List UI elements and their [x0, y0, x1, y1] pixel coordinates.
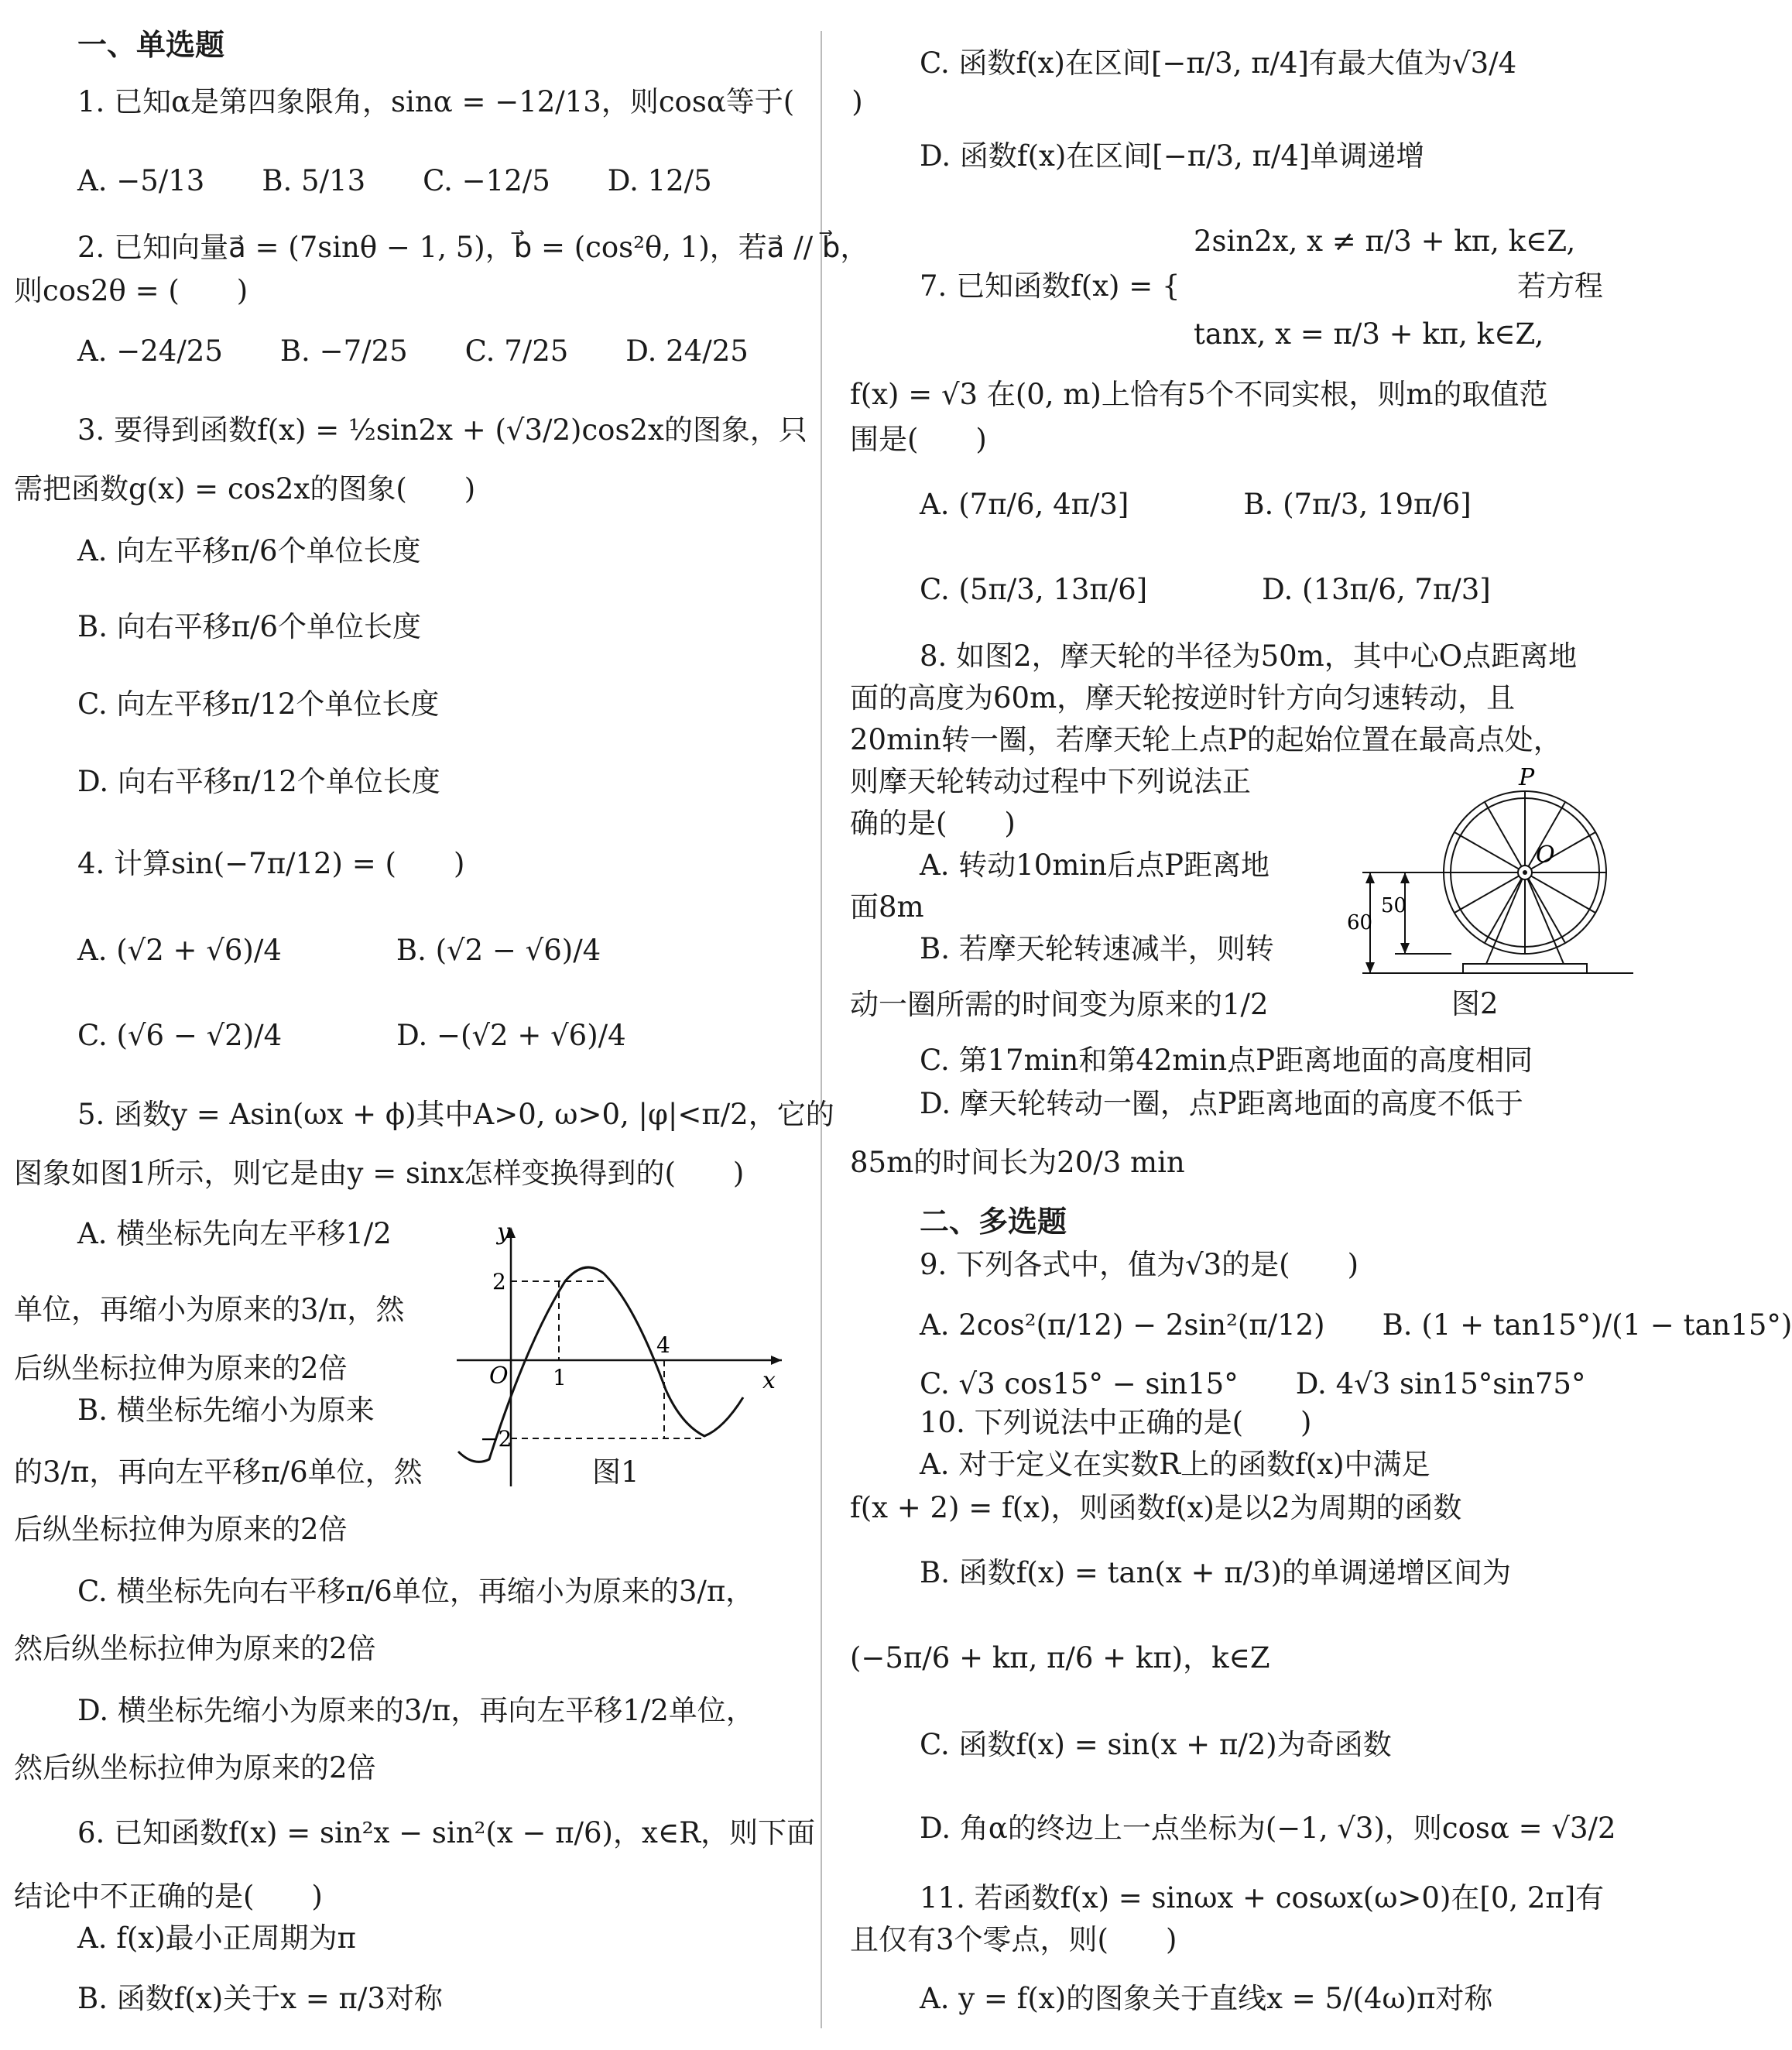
question-10-option-d: D. 角α的终边上一点坐标为(−1, √3)，则cosα = √3/2 — [920, 1812, 1616, 1845]
question-3: 3. 要得到函数f(x) = ½sin2x + (√3/2)cos2x的图象，只 — [77, 413, 807, 447]
question-11-option-a: A. y = f(x)的图象关于直线x = 5/(4ω)π对称 — [920, 1982, 1493, 2015]
question-5-option-d-cont: 然后纵坐标拉伸为原来的2倍 — [14, 1751, 376, 1784]
question-4: 4. 计算sin(−7π/12) = ( ) — [77, 847, 465, 880]
y-tick-max: 2 — [492, 1269, 506, 1294]
question-5-option-c-cont: 然后纵坐标拉伸为原来的2倍 — [14, 1632, 376, 1665]
question-7-tail: 若方程 — [1517, 269, 1603, 303]
question-8-option-a-cont: 面8m — [850, 890, 924, 924]
dimension-arrow — [1400, 943, 1410, 954]
question-7-cont2: 围是( ) — [850, 423, 987, 456]
question-5-option-c: C. 横坐标先向右平移π/6单位，再缩小为原来的3/π， — [77, 1575, 755, 1608]
support-leg — [1525, 872, 1564, 964]
question-8-option-a: A. 转动10min后点P距离地 — [920, 848, 1269, 882]
wheel-base — [1463, 964, 1587, 973]
x-tick-1: 1 — [553, 1365, 567, 1390]
question-3-option-d: D. 向右平移π/12个单位长度 — [77, 765, 440, 798]
question-4-options-cd: C. (√6 − √2)/4 D. −(√2 + √6)/4 — [77, 1019, 626, 1052]
question-4-options-ab: A. (√2 + √6)/4 B. (√2 − √6)/4 — [77, 934, 601, 967]
question-5-option-b: B. 横坐标先缩小为原来 — [77, 1394, 375, 1427]
y-tick-min: −2 — [480, 1426, 512, 1452]
question-8-cont1: 面的高度为60m，摩天轮按逆时针方向匀速转动，且 — [850, 681, 1516, 715]
section-heading-multi-choice: 二、多选题 — [920, 1205, 1067, 1239]
question-3-option-a: A. 向左平移π/6个单位长度 — [77, 534, 421, 567]
question-7-options-ab: A. (7π/6, 4π/3] B. (7π/3, 19π/6] — [920, 488, 1472, 521]
question-6-option-d: D. 函数f(x)在区间[−π/3, π/4]单调递增 — [920, 139, 1425, 173]
question-10-option-c: C. 函数f(x) = sin(x + π/2)为奇函数 — [920, 1728, 1392, 1761]
question-3-option-b: B. 向右平移π/6个单位长度 — [77, 610, 422, 643]
ferris-wheel-diagram — [1347, 766, 1633, 991]
question-3-option-c: C. 向左平移π/12个单位长度 — [77, 687, 440, 721]
question-5: 5. 函数y = Asin(ωx + ϕ)其中A>0, ω>0, |φ|<π/2，它的 — [77, 1098, 834, 1131]
question-8-cont3: 则摩天轮转动过程中下列说法正 — [850, 765, 1251, 798]
question-11-cont: 且仅有3个零点，则( ) — [850, 1923, 1177, 1956]
question-10-option-b-cont: (−5π/6 + kπ, π/6 + kπ)，k∈Z — [850, 1641, 1270, 1675]
center-o-label: O — [1536, 842, 1555, 869]
figure-2-caption: 图2 — [1451, 987, 1499, 1020]
question-5-option-b-cont1: 的3/π，再向左平移π/6单位，然 — [14, 1455, 423, 1489]
question-2-options: A. −24/25 B. −7/25 C. 7/25 D. 24/25 — [77, 334, 749, 368]
x-axis-label: x — [762, 1367, 776, 1394]
question-8-cont2: 20min转一圈，若摩天轮上点P的起始位置在最高点处， — [850, 723, 1562, 756]
question-2: 2. 已知向量a⃗ = (7sinθ − 1, 5)，b⃗ = (cos²θ, 1)，若a⃗ // b⃗， — [77, 231, 869, 264]
question-2-cont: 则cos2θ = ( ) — [14, 274, 248, 307]
question-7: 7. 已知函数f(x) = { — [920, 269, 1180, 303]
support-leg — [1486, 872, 1525, 964]
origin-label: O — [489, 1363, 509, 1390]
question-7-piece-2: tanx, x = π/3 + kπ, k∈Z, — [1194, 317, 1544, 351]
question-8-cont4: 确的是( ) — [850, 807, 1016, 840]
question-9: 9. 下列各式中，值为√3的是( ) — [920, 1248, 1359, 1281]
question-5-option-d: D. 横坐标先缩小为原来的3/π，再向左平移1/2单位， — [77, 1694, 755, 1727]
dimension-arrow — [1365, 872, 1375, 883]
question-8: 8. 如图2，摩天轮的半径为50m，其中心O点距离地 — [920, 639, 1578, 673]
question-5-option-a-cont1: 单位，再缩小为原来的3/π，然 — [14, 1293, 405, 1326]
question-11: 11. 若函数f(x) = sinωx + cosωx(ω>0)在[0, 2π]有 — [920, 1881, 1605, 1915]
question-6-cont: 结论中不正确的是( ) — [14, 1880, 323, 1913]
question-7-cont1: f(x) = √3 在(0, m)上恰有5个不同实根，则m的取值范 — [850, 378, 1548, 411]
section-heading-single-choice: 一、单选题 — [77, 28, 225, 62]
y-axis-label: y — [497, 1219, 510, 1246]
question-5-cont: 图象如图1所示，则它是由y = sinx怎样变换得到的( ) — [14, 1157, 745, 1190]
question-8-option-d-cont: 85m的时间长为20/3 min — [850, 1146, 1185, 1179]
question-10-option-a: A. 对于定义在实数R上的函数f(x)中满足 — [920, 1448, 1431, 1481]
column-divider — [821, 31, 822, 2028]
point-p-label: P — [1519, 764, 1535, 791]
dimension-arrow — [1400, 872, 1410, 883]
question-10: 10. 下列说法中正确的是( ) — [920, 1406, 1312, 1439]
question-9-options-cd: C. √3 cos15° − sin15° D. 4√3 sin15°sin75° — [920, 1367, 1586, 1400]
question-8-option-b: B. 若摩天轮转速减半，则转 — [920, 932, 1274, 965]
radius-50-label: 50 — [1381, 894, 1407, 917]
question-1-options: A. −5/13 B. 5/13 C. −12/5 D. 12/5 — [77, 164, 712, 197]
question-3-cont: 需把函数g(x) = cos2x的图象( ) — [14, 472, 476, 506]
question-8-option-d: D. 摩天轮转动一圈，点P距离地面的高度不低于 — [920, 1087, 1523, 1120]
question-10-option-a-cont: f(x + 2) = f(x)，则函数f(x)是以2为周期的函数 — [850, 1491, 1462, 1524]
height-60-label: 60 — [1347, 911, 1373, 934]
question-6-option-b: B. 函数f(x)关于x = π/3对称 — [77, 1982, 443, 2015]
question-6-option-c: C. 函数f(x)在区间[−π/3, π/4]有最大值为√3/4 — [920, 46, 1517, 80]
question-7-piece-1: 2sin2x, x ≠ π/3 + kπ, k∈Z, — [1194, 225, 1576, 258]
question-7-options-cd: C. (5π/3, 13π/6] D. (13π/6, 7π/3] — [920, 573, 1491, 606]
question-5-option-a-cont2: 后纵坐标拉伸为原来的2倍 — [14, 1352, 348, 1385]
question-1: 1. 已知α是第四象限角，sinα = −12/13，则cosα等于( ) — [77, 85, 863, 118]
question-8-option-b-cont: 动一圈所需的时间变为原来的1/2 — [850, 988, 1269, 1021]
question-5-option-b-cont2: 后纵坐标拉伸为原来的2倍 — [14, 1513, 348, 1546]
figure-1-caption: 图1 — [592, 1455, 639, 1489]
figure-2 — [1347, 766, 1633, 1030]
x-axis-arrow — [771, 1356, 782, 1365]
question-8-option-c: C. 第17min和第42min点P距离地面的高度相同 — [920, 1044, 1533, 1077]
x-tick-4: 4 — [656, 1332, 670, 1358]
figure-1 — [449, 1219, 790, 1498]
question-10-option-b: B. 函数f(x) = tan(x + π/3)的单调递增区间为 — [920, 1556, 1512, 1589]
question-9-options-ab: A. 2cos²(π/12) − 2sin²(π/12) B. (1 + tan15°)/(1 − tan15°) — [920, 1308, 1792, 1342]
wheel-center-dot — [1523, 870, 1527, 875]
dimension-arrow — [1365, 962, 1375, 973]
question-5-option-a: A. 横坐标先向左平移1/2 — [77, 1217, 392, 1250]
question-6-option-a: A. f(x)最小正周期为π — [77, 1921, 356, 1955]
question-6: 6. 已知函数f(x) = sin²x − sin²(x − π/6)，x∈R，则下面 — [77, 1816, 816, 1849]
